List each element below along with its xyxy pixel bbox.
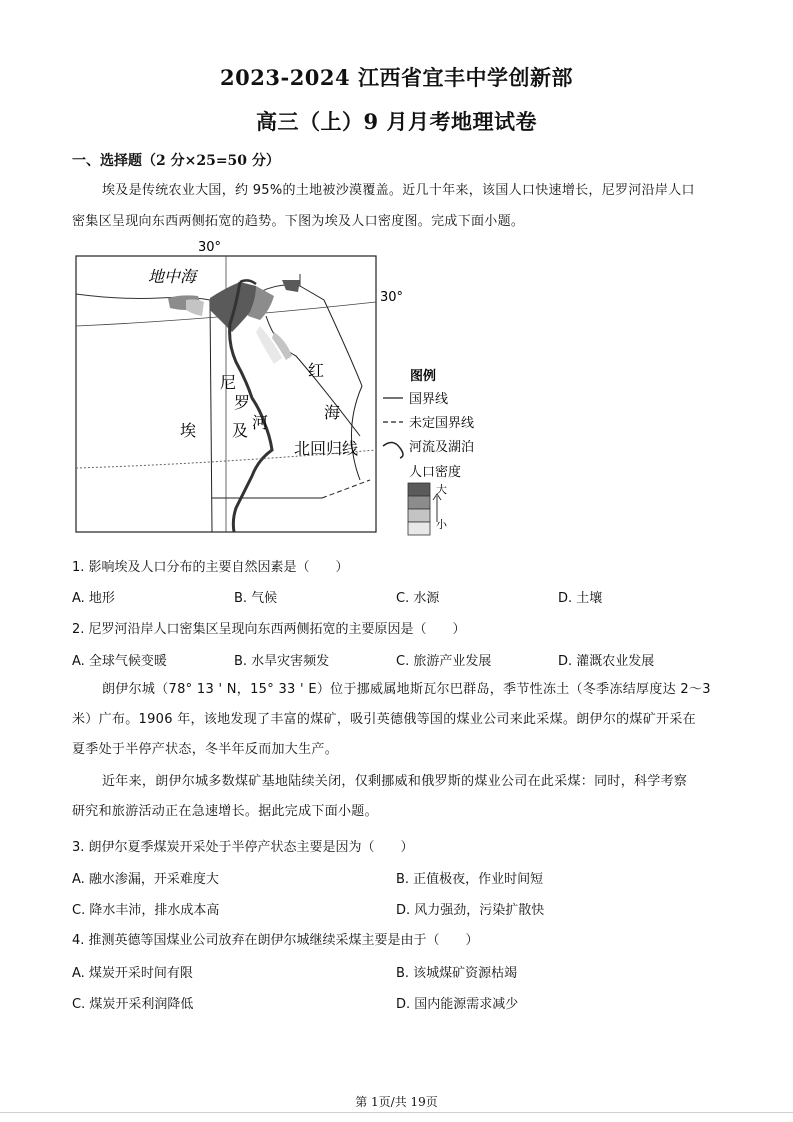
legend-river-label: 河流及湖泊 xyxy=(409,440,475,455)
question-2-option-a[interactable]: A. 全球气候变暖 xyxy=(72,654,167,669)
question-3-option-b[interactable]: B. 正值极夜，作业时间短 xyxy=(396,872,544,887)
passage2-line3: 夏季处于半停产状态，冬半年反而加大生产。 xyxy=(72,742,339,757)
label-nile-char-3: 河 xyxy=(252,413,269,432)
label-longitude-30: 30° xyxy=(198,240,222,255)
legend-density-high: 大 xyxy=(436,483,447,496)
question-1-stem: 1. 影响埃及人口分布的主要自然因素是（ ） xyxy=(72,560,349,575)
legend-title: 图例 xyxy=(410,369,437,384)
question-2-option-c[interactable]: C. 旅游产业发展 xyxy=(396,654,492,669)
legend-swatch-lowest xyxy=(408,522,430,535)
label-mediterranean: 地中海 xyxy=(148,267,197,286)
label-nile-char-1: 尼 xyxy=(220,373,237,392)
legend-border-label: 国界线 xyxy=(409,392,449,407)
legend-swatch-mid xyxy=(408,496,430,509)
question-4-option-b[interactable]: B. 该城煤矿资源枯竭 xyxy=(396,966,518,981)
page-title-line2: 高三（上）9 月月考地理试卷 xyxy=(256,109,537,134)
legend-density-low: 小 xyxy=(436,518,447,531)
question-2-option-b[interactable]: B. 水旱灾害频发 xyxy=(234,654,330,669)
label-red-sea-char-1: 红 xyxy=(308,361,325,380)
page-number: 第 1页/共 19页 xyxy=(355,1095,438,1109)
page-title-line1: 2023-2024 江西省宜丰中学创新部 xyxy=(220,65,573,90)
label-latitude-30: 30° xyxy=(380,290,404,305)
question-1-option-a[interactable]: A. 地形 xyxy=(72,591,115,606)
legend-swatch-high xyxy=(408,483,430,496)
passage2-line2: 米）广布。1906 年，该地发现了丰富的煤矿，吸引英德俄等国的煤业公司来此采煤。朗伊尔的煤矿开采在 xyxy=(72,712,696,727)
question-4-option-a[interactable]: A. 煤炭开采时间有限 xyxy=(72,966,193,981)
question-3-option-d[interactable]: D. 风力强劲，污染扩散快 xyxy=(396,903,545,918)
passage1-line1: 埃及是传统农业大国，约 95%的土地被沙漠覆盖。近几十年来，该国人口快速增长，尼罗河沿岸人口 xyxy=(102,183,695,198)
question-1-option-c[interactable]: C. 水源 xyxy=(396,591,440,606)
label-egypt-char-1: 埃 xyxy=(180,421,197,440)
legend-swatch-low xyxy=(408,509,430,522)
label-egypt-char-2: 及 xyxy=(232,421,249,440)
passage2-line1: 朗伊尔城（78° 13 ' N，15° 33 ' E）位于挪威属地斯瓦尔巴群岛，季节性冻土（冬季冻结厚度达 2～3 xyxy=(102,682,711,697)
question-2-stem: 2. 尼罗河沿岸人口密集区呈现向东西两侧拓宽的主要原因是（ ） xyxy=(72,622,466,637)
legend-river-icon xyxy=(383,442,403,458)
label-tropic-of-cancer: 北回归线 xyxy=(294,439,359,458)
label-red-sea-char-2: 海 xyxy=(324,403,341,422)
label-nile-char-2: 罗 xyxy=(234,393,251,412)
question-1-option-d[interactable]: D. 土壤 xyxy=(558,591,603,606)
passage2-line5: 研究和旅游活动正在急速增长。据此完成下面小题。 xyxy=(72,804,378,819)
question-4-option-d[interactable]: D. 国内能源需求减少 xyxy=(396,997,519,1012)
question-1-option-b[interactable]: B. 气候 xyxy=(234,591,278,606)
egypt-population-density-map xyxy=(60,236,510,536)
legend-density-title: 人口密度 xyxy=(409,465,462,480)
question-4-stem: 4. 推测英德等国煤业公司放弃在朗伊尔城继续采煤主要是由于（ ） xyxy=(72,933,479,948)
question-3-option-c[interactable]: C. 降水丰沛，排水成本高 xyxy=(72,903,220,918)
passage1-line2: 密集区呈现向东西两侧拓宽的趋势。下图为埃及人口密度图。完成下面小题。 xyxy=(72,214,525,229)
question-3-option-a[interactable]: A. 融水渗漏，开采难度大 xyxy=(72,872,219,887)
legend-undefined-border-label: 未定国界线 xyxy=(409,416,475,431)
section-heading: 一、选择题（2 分×25=50 分） xyxy=(72,153,280,169)
passage2-line4: 近年来，朗伊尔城多数煤矿基地陆续关闭，仅剩挪威和俄罗斯的煤业公司在此采煤：同时，科学考察 xyxy=(102,774,688,789)
question-4-option-c[interactable]: C. 煤炭开采利润降低 xyxy=(72,997,194,1012)
bottom-divider xyxy=(0,1112,793,1113)
question-3-stem: 3. 朗伊尔夏季煤炭开采处于半停产状态主要是因为（ ） xyxy=(72,840,414,855)
question-2-option-d[interactable]: D. 灌溉农业发展 xyxy=(558,654,655,669)
